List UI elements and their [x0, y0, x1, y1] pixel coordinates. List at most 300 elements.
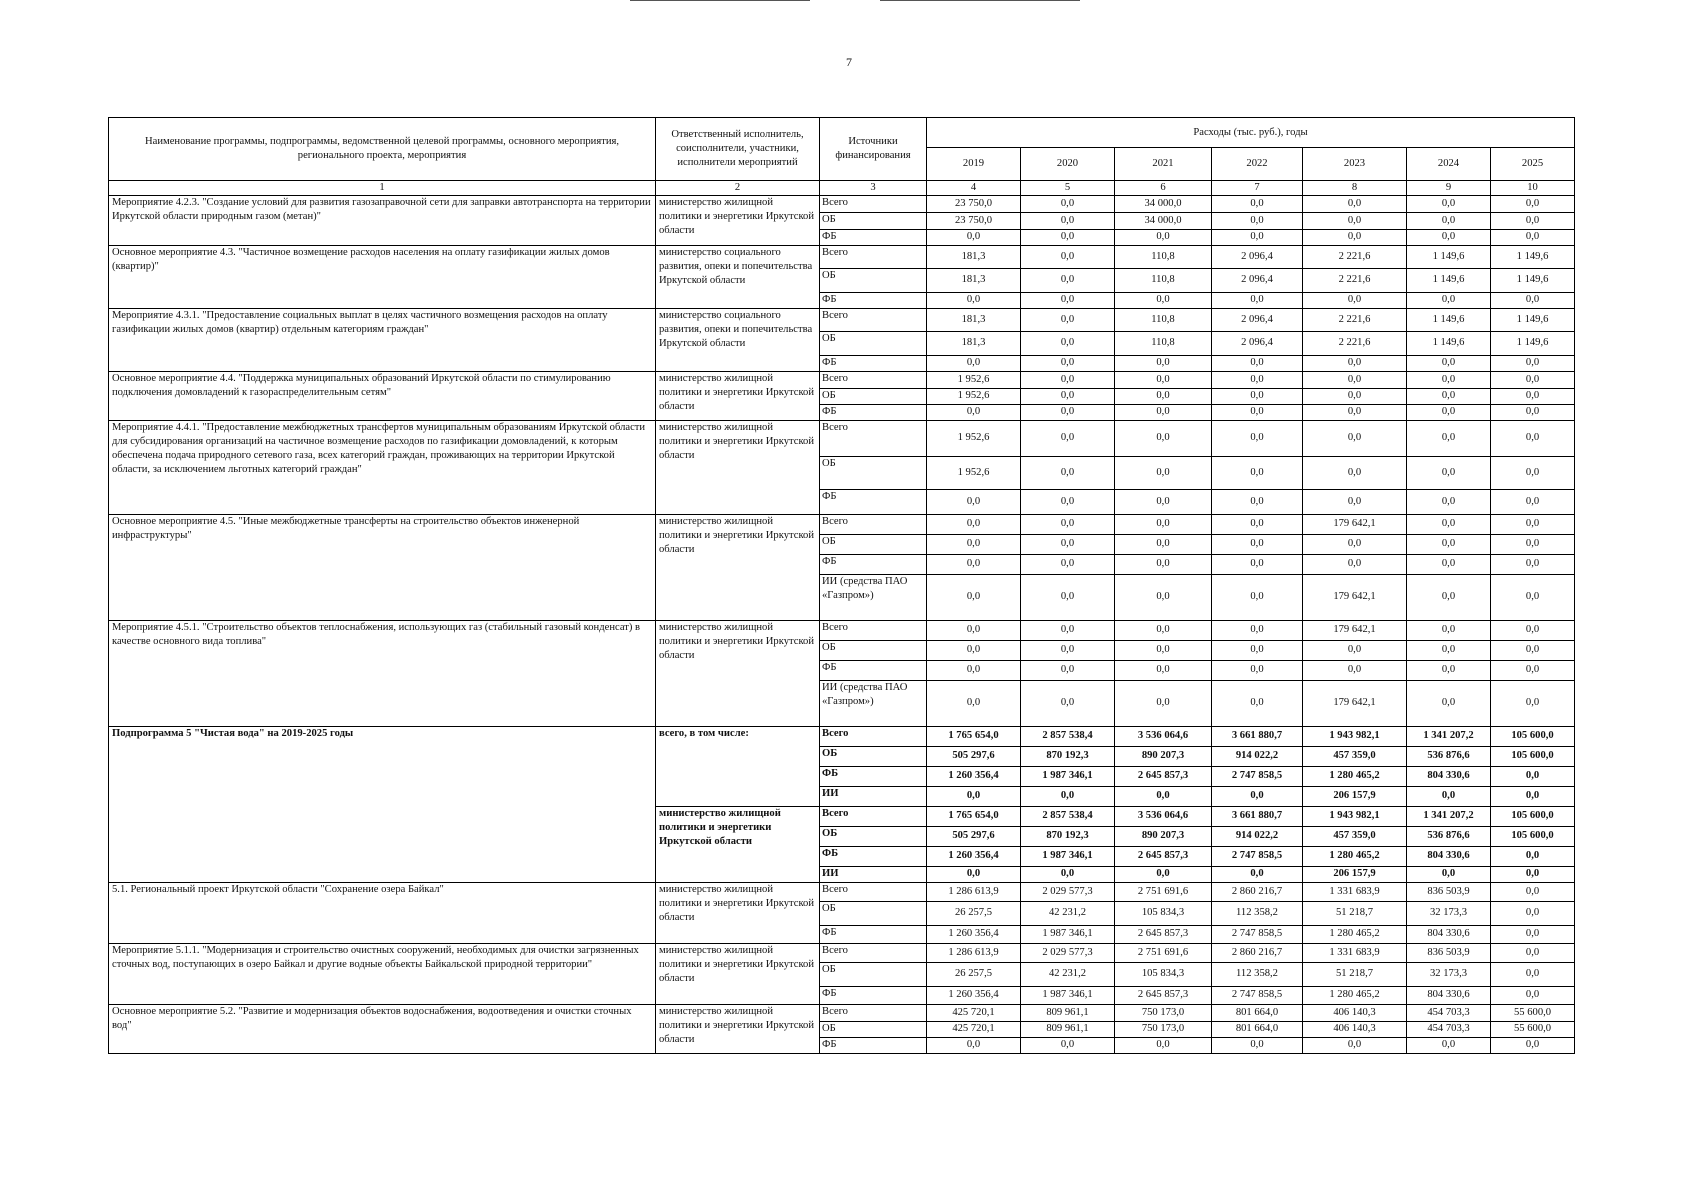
value-cell: 2 096,4 [1212, 268, 1303, 292]
value-cell: 804 330,6 [1407, 766, 1491, 786]
value-cell: 42 231,2 [1021, 901, 1115, 925]
value-cell: 0,0 [1407, 355, 1491, 371]
value-cell: 0,0 [1491, 195, 1575, 212]
value-cell: 1 952,6 [927, 388, 1021, 404]
value-cell: 0,0 [927, 534, 1021, 554]
value-cell: 0,0 [1491, 866, 1575, 882]
measure-name: Мероприятие 5.1.1. "Модернизация и строительство очистных сооружений, необходимых для очистки загрязненных сточных вод, поступающих в озеро Байкал и другие водные объекты Байкальской природной территории" [109, 943, 656, 1004]
value-cell: 454 703,3 [1407, 1004, 1491, 1021]
value-cell: 0,0 [1491, 846, 1575, 866]
value-cell: 26 257,5 [927, 962, 1021, 986]
value-cell: 0,0 [1407, 574, 1491, 620]
value-cell: 105 600,0 [1491, 726, 1575, 746]
value-cell: 42 231,2 [1021, 962, 1115, 986]
value-cell: 0,0 [1407, 554, 1491, 574]
value-cell: 0,0 [1303, 660, 1407, 680]
value-cell: 0,0 [1115, 660, 1212, 680]
value-cell: 0,0 [1303, 292, 1407, 308]
value-cell: 505 297,6 [927, 826, 1021, 846]
value-cell: 0,0 [1212, 620, 1303, 640]
measure-name: Основное мероприятие 4.3. "Частичное возмещение расходов населения на оплату газификации жилых домов (квартир)" [109, 245, 656, 308]
executor-cell: министерство жилищной политики и энергетики Иркутской области [656, 420, 820, 514]
column-number: 7 [1212, 181, 1303, 196]
value-cell: 1 149,6 [1407, 268, 1491, 292]
source-cell: Всего [820, 371, 927, 388]
value-cell: 1 943 982,1 [1303, 806, 1407, 826]
value-cell: 0,0 [1212, 456, 1303, 489]
executor-cell: министерство социального развития, опеки и попечительства Иркутской области [656, 308, 820, 371]
value-cell: 206 157,9 [1303, 786, 1407, 806]
source-cell: ОБ [820, 640, 927, 660]
value-cell: 0,0 [1303, 554, 1407, 574]
value-cell: 425 720,1 [927, 1004, 1021, 1021]
value-cell: 0,0 [1212, 574, 1303, 620]
value-cell: 809 961,1 [1021, 1004, 1115, 1021]
value-cell: 0,0 [1407, 456, 1491, 489]
source-cell: Всего [820, 1004, 927, 1021]
source-cell: ФБ [820, 846, 927, 866]
value-cell: 0,0 [1212, 680, 1303, 726]
value-cell: 0,0 [1407, 388, 1491, 404]
value-cell: 836 503,9 [1407, 943, 1491, 962]
value-cell: 32 173,3 [1407, 962, 1491, 986]
value-cell: 0,0 [1115, 1037, 1212, 1053]
value-cell: 914 022,2 [1212, 746, 1303, 766]
value-cell: 34 000,0 [1115, 195, 1212, 212]
measure-name: Основное мероприятие 5.2. "Развитие и модернизация объектов водоснабжения, водоотведения и очистки сточных вод" [109, 1004, 656, 1053]
source-cell: ФБ [820, 660, 927, 680]
value-cell: 3 661 880,7 [1212, 806, 1303, 826]
source-cell: ФБ [820, 292, 927, 308]
value-cell: 1 260 356,4 [927, 766, 1021, 786]
value-cell: 0,0 [1021, 195, 1115, 212]
value-cell: 0,0 [1021, 268, 1115, 292]
value-cell: 0,0 [927, 554, 1021, 574]
header-year: 2023 [1303, 148, 1407, 181]
value-cell: 0,0 [927, 514, 1021, 534]
value-cell: 0,0 [1212, 660, 1303, 680]
value-cell: 454 703,3 [1407, 1021, 1491, 1037]
value-cell: 2 645 857,3 [1115, 766, 1212, 786]
value-cell: 0,0 [1407, 489, 1491, 514]
value-cell: 0,0 [1021, 229, 1115, 245]
value-cell: 2 645 857,3 [1115, 986, 1212, 1004]
value-cell: 870 192,3 [1021, 826, 1115, 846]
value-cell: 0,0 [1212, 554, 1303, 574]
value-cell: 0,0 [1491, 986, 1575, 1004]
value-cell: 0,0 [1407, 1037, 1491, 1053]
value-cell: 0,0 [1115, 574, 1212, 620]
value-cell: 1 280 465,2 [1303, 766, 1407, 786]
value-cell: 2 747 858,5 [1212, 846, 1303, 866]
value-cell: 0,0 [1491, 640, 1575, 660]
value-cell: 0,0 [1303, 371, 1407, 388]
value-cell: 1 149,6 [1491, 331, 1575, 355]
executor-cell: министерство социального развития, опеки и попечительства Иркутской области [656, 245, 820, 308]
value-cell: 804 330,6 [1407, 986, 1491, 1004]
executor-cell: министерство жилищной политики и энергетики Иркутской области [656, 1004, 820, 1053]
value-cell: 1 765 654,0 [927, 806, 1021, 826]
header-year: 2020 [1021, 148, 1115, 181]
source-cell: ОБ [820, 746, 927, 766]
value-cell: 0,0 [1491, 404, 1575, 420]
value-cell: 0,0 [927, 229, 1021, 245]
value-cell: 0,0 [1491, 574, 1575, 620]
value-cell: 1 286 613,9 [927, 882, 1021, 901]
value-cell: 206 157,9 [1303, 866, 1407, 882]
value-cell: 0,0 [1407, 866, 1491, 882]
source-cell: ОБ [820, 456, 927, 489]
column-number-row [109, 181, 1575, 196]
value-cell: 0,0 [1303, 195, 1407, 212]
measure-name: Основное мероприятие 4.5. "Иные межбюджетные трансферты на строительство объектов инженерной инфраструктуры" [109, 514, 656, 620]
value-cell: 0,0 [1115, 456, 1212, 489]
value-cell: 0,0 [1491, 292, 1575, 308]
page-number: 7 [846, 55, 852, 69]
value-cell: 181,3 [927, 308, 1021, 331]
value-cell: 0,0 [1407, 786, 1491, 806]
value-cell: 2 221,6 [1303, 308, 1407, 331]
value-cell: 0,0 [1407, 212, 1491, 229]
value-cell: 0,0 [927, 574, 1021, 620]
source-cell: Всего [820, 620, 927, 640]
value-cell: 0,0 [1115, 292, 1212, 308]
source-cell: Всего [820, 420, 927, 456]
value-cell: 2 860 216,7 [1212, 882, 1303, 901]
value-cell: 0,0 [1491, 680, 1575, 726]
value-cell: 179 642,1 [1303, 620, 1407, 640]
source-cell: Всего [820, 726, 927, 746]
executor-cell: министерство жилищной политики и энергетики Иркутской области [656, 620, 820, 726]
value-cell: 0,0 [1021, 866, 1115, 882]
value-cell: 181,3 [927, 331, 1021, 355]
value-cell: 0,0 [1491, 943, 1575, 962]
value-cell: 105 600,0 [1491, 746, 1575, 766]
value-cell: 425 720,1 [927, 1021, 1021, 1037]
value-cell: 0,0 [1407, 640, 1491, 660]
value-cell: 0,0 [1115, 404, 1212, 420]
value-cell: 0,0 [1021, 640, 1115, 660]
table-row [109, 245, 1575, 268]
value-cell: 457 359,0 [1303, 826, 1407, 846]
value-cell: 0,0 [1115, 514, 1212, 534]
value-cell: 2 221,6 [1303, 268, 1407, 292]
value-cell: 0,0 [1212, 420, 1303, 456]
value-cell: 0,0 [1115, 489, 1212, 514]
measure-name: 5.1. Региональный проект Иркутской области "Сохранение озера Байкал" [109, 882, 656, 943]
source-cell: ИИ (средства ПАО «Газпром») [820, 680, 927, 726]
value-cell: 0,0 [927, 292, 1021, 308]
value-cell: 51 218,7 [1303, 962, 1407, 986]
value-cell: 110,8 [1115, 331, 1212, 355]
table-row [109, 514, 1575, 534]
value-cell: 0,0 [1115, 355, 1212, 371]
value-cell: 0,0 [1407, 514, 1491, 534]
value-cell: 0,0 [1212, 866, 1303, 882]
value-cell: 804 330,6 [1407, 925, 1491, 943]
source-cell: Всего [820, 195, 927, 212]
header-year: 2024 [1407, 148, 1491, 181]
header-executor: Ответственный исполнитель, соисполнители, участники, исполнители мероприятий [656, 118, 820, 181]
value-cell: 1 987 346,1 [1021, 766, 1115, 786]
value-cell: 1 260 356,4 [927, 986, 1021, 1004]
value-cell: 0,0 [1212, 388, 1303, 404]
value-cell: 0,0 [1491, 620, 1575, 640]
value-cell: 0,0 [1021, 786, 1115, 806]
value-cell: 0,0 [927, 489, 1021, 514]
value-cell: 0,0 [1407, 371, 1491, 388]
value-cell: 1 765 654,0 [927, 726, 1021, 746]
source-cell: Всего [820, 882, 927, 901]
value-cell: 750 173,0 [1115, 1004, 1212, 1021]
source-cell: ИИ (средства ПАО «Газпром») [820, 574, 927, 620]
executor-cell: министерство жилищной политики и энергетики Иркутской области [656, 806, 820, 882]
column-number: 4 [927, 181, 1021, 196]
value-cell: 2 096,4 [1212, 308, 1303, 331]
value-cell: 0,0 [1021, 680, 1115, 726]
measure-name: Подпрограмма 5 "Чистая вода" на 2019-2025 годы [109, 726, 656, 882]
value-cell: 0,0 [1021, 292, 1115, 308]
value-cell: 179 642,1 [1303, 514, 1407, 534]
value-cell: 0,0 [1212, 489, 1303, 514]
value-cell: 0,0 [1021, 388, 1115, 404]
executor-cell: министерство жилищной политики и энергетики Иркутской области [656, 882, 820, 943]
value-cell: 2 747 858,5 [1212, 766, 1303, 786]
value-cell: 1 952,6 [927, 456, 1021, 489]
source-cell: ИИ [820, 786, 927, 806]
value-cell: 110,8 [1115, 308, 1212, 331]
header-source: Источники финансирования [820, 118, 927, 181]
value-cell: 0,0 [1303, 212, 1407, 229]
table-row [109, 882, 1575, 901]
value-cell: 0,0 [1212, 514, 1303, 534]
value-cell: 55 600,0 [1491, 1004, 1575, 1021]
value-cell: 3 536 064,6 [1115, 806, 1212, 826]
source-cell: ФБ [820, 229, 927, 245]
value-cell: 2 221,6 [1303, 245, 1407, 268]
value-cell: 0,0 [1491, 554, 1575, 574]
value-cell: 1 149,6 [1407, 308, 1491, 331]
value-cell: 0,0 [1115, 640, 1212, 660]
value-cell: 2 645 857,3 [1115, 925, 1212, 943]
value-cell: 0,0 [1491, 901, 1575, 925]
value-cell: 1 341 207,2 [1407, 806, 1491, 826]
value-cell: 0,0 [1212, 404, 1303, 420]
value-cell: 0,0 [1491, 925, 1575, 943]
value-cell: 1 149,6 [1491, 308, 1575, 331]
value-cell: 0,0 [1491, 355, 1575, 371]
scan-line-right [880, 0, 1080, 1]
value-cell: 1 286 613,9 [927, 943, 1021, 962]
value-cell: 0,0 [1115, 866, 1212, 882]
value-cell: 2 029 577,3 [1021, 882, 1115, 901]
value-cell: 2 029 577,3 [1021, 943, 1115, 962]
value-cell: 55 600,0 [1491, 1021, 1575, 1037]
value-cell: 2 857 538,4 [1021, 806, 1115, 826]
value-cell: 0,0 [1021, 331, 1115, 355]
source-cell: Всего [820, 514, 927, 534]
value-cell: 0,0 [1491, 1037, 1575, 1053]
value-cell: 112 358,2 [1212, 962, 1303, 986]
column-number: 6 [1115, 181, 1212, 196]
value-cell: 0,0 [1115, 680, 1212, 726]
header-year: 2019 [927, 148, 1021, 181]
source-cell: ФБ [820, 355, 927, 371]
value-cell: 2 857 538,4 [1021, 726, 1115, 746]
value-cell: 1 952,6 [927, 371, 1021, 388]
value-cell: 1 987 346,1 [1021, 925, 1115, 943]
value-cell: 2 747 858,5 [1212, 925, 1303, 943]
source-cell: ФБ [820, 404, 927, 420]
value-cell: 0,0 [1303, 404, 1407, 420]
value-cell: 890 207,3 [1115, 826, 1212, 846]
value-cell: 0,0 [1491, 229, 1575, 245]
source-cell: ФБ [820, 554, 927, 574]
source-cell: ИИ [820, 866, 927, 882]
value-cell: 1 149,6 [1407, 331, 1491, 355]
source-cell: Всего [820, 943, 927, 962]
value-cell: 0,0 [927, 620, 1021, 640]
value-cell: 179 642,1 [1303, 574, 1407, 620]
measure-name: Мероприятие 4.4.1. "Предоставление межбюджетных трансфертов муниципальным образованиям Иркутской области для субсидирования организаций на частичное возмещение расходов по газификации домовладений, к которым обеспечена подача природного сетевого газа, всех категорий граждан, проживающих на территории Иркутской области, за исключением льготных категорий граждан" [109, 420, 656, 514]
column-number: 5 [1021, 181, 1115, 196]
value-cell: 804 330,6 [1407, 846, 1491, 866]
value-cell: 0,0 [1303, 388, 1407, 404]
value-cell: 181,3 [927, 245, 1021, 268]
value-cell: 0,0 [1491, 456, 1575, 489]
value-cell: 112 358,2 [1212, 901, 1303, 925]
value-cell: 2 645 857,3 [1115, 846, 1212, 866]
value-cell: 1 260 356,4 [927, 925, 1021, 943]
value-cell: 0,0 [1212, 371, 1303, 388]
value-cell: 2 751 691,6 [1115, 943, 1212, 962]
source-cell: ФБ [820, 925, 927, 943]
column-number: 10 [1491, 181, 1575, 196]
executor-cell: всего, в том числе: [656, 726, 820, 806]
value-cell: 0,0 [1491, 882, 1575, 901]
value-cell: 0,0 [1115, 620, 1212, 640]
value-cell: 0,0 [1212, 229, 1303, 245]
value-cell: 0,0 [1407, 660, 1491, 680]
value-cell: 0,0 [1212, 292, 1303, 308]
value-cell: 0,0 [1115, 388, 1212, 404]
table-row [109, 371, 1575, 388]
source-cell: ОБ [820, 534, 927, 554]
table-row [109, 943, 1575, 962]
value-cell: 2 221,6 [1303, 331, 1407, 355]
value-cell: 406 140,3 [1303, 1004, 1407, 1021]
value-cell: 801 664,0 [1212, 1021, 1303, 1037]
header-year: 2022 [1212, 148, 1303, 181]
budget-table [108, 117, 1575, 1054]
value-cell: 0,0 [1303, 640, 1407, 660]
table-row [109, 1004, 1575, 1021]
value-cell: 0,0 [1021, 1037, 1115, 1053]
value-cell: 0,0 [1407, 229, 1491, 245]
value-cell: 836 503,9 [1407, 882, 1491, 901]
value-cell: 26 257,5 [927, 901, 1021, 925]
value-cell: 51 218,7 [1303, 901, 1407, 925]
value-cell: 110,8 [1115, 245, 1212, 268]
value-cell: 870 192,3 [1021, 746, 1115, 766]
value-cell: 0,0 [1115, 420, 1212, 456]
executor-cell: министерство жилищной политики и энергетики Иркутской области [656, 371, 820, 420]
value-cell: 2 860 216,7 [1212, 943, 1303, 962]
value-cell: 0,0 [1021, 534, 1115, 554]
header-year: 2025 [1491, 148, 1575, 181]
value-cell: 0,0 [1115, 534, 1212, 554]
value-cell: 105 600,0 [1491, 806, 1575, 826]
source-cell: ОБ [820, 1021, 927, 1037]
value-cell: 0,0 [1021, 514, 1115, 534]
value-cell: 34 000,0 [1115, 212, 1212, 229]
source-cell: ФБ [820, 766, 927, 786]
measure-name: Мероприятие 4.3.1. "Предоставление социальных выплат в целях частичного возмещения расходов на оплату газификации жилых домов (квартир) отдельным категориям граждан" [109, 308, 656, 371]
value-cell: 0,0 [1491, 514, 1575, 534]
value-cell: 0,0 [1021, 420, 1115, 456]
value-cell: 0,0 [1303, 229, 1407, 245]
source-cell: ОБ [820, 826, 927, 846]
value-cell: 0,0 [1021, 554, 1115, 574]
value-cell: 0,0 [927, 680, 1021, 726]
value-cell: 0,0 [927, 660, 1021, 680]
value-cell: 3 536 064,6 [1115, 726, 1212, 746]
value-cell: 0,0 [1407, 534, 1491, 554]
scan-line-left [630, 0, 810, 1]
value-cell: 750 173,0 [1115, 1021, 1212, 1037]
header-year: 2021 [1115, 148, 1212, 181]
executor-cell: министерство жилищной политики и энергетики Иркутской области [656, 195, 820, 245]
value-cell: 0,0 [1021, 212, 1115, 229]
value-cell: 0,0 [927, 640, 1021, 660]
source-cell: ОБ [820, 901, 927, 925]
value-cell: 0,0 [1303, 420, 1407, 456]
table-row [109, 308, 1575, 331]
value-cell: 914 022,2 [1212, 826, 1303, 846]
value-cell: 0,0 [1491, 371, 1575, 388]
value-cell: 0,0 [1491, 420, 1575, 456]
table-row [109, 195, 1575, 212]
value-cell: 0,0 [1212, 534, 1303, 554]
value-cell: 0,0 [927, 1037, 1021, 1053]
value-cell: 0,0 [927, 404, 1021, 420]
table-row [109, 420, 1575, 456]
value-cell: 0,0 [1021, 489, 1115, 514]
value-cell: 890 207,3 [1115, 746, 1212, 766]
value-cell: 0,0 [1303, 1037, 1407, 1053]
value-cell: 809 961,1 [1021, 1021, 1115, 1037]
value-cell: 0,0 [1212, 355, 1303, 371]
value-cell: 0,0 [1407, 620, 1491, 640]
value-cell: 536 876,6 [1407, 746, 1491, 766]
value-cell: 0,0 [1407, 195, 1491, 212]
value-cell: 0,0 [1407, 420, 1491, 456]
value-cell: 0,0 [1115, 371, 1212, 388]
header-name: Наименование программы, подпрограммы, ведомственной целевой программы, основного мероприятия, регионального проекта, мероприятия [109, 118, 656, 181]
value-cell: 0,0 [1303, 534, 1407, 554]
source-cell: ОБ [820, 962, 927, 986]
table-row [109, 620, 1575, 640]
value-cell: 181,3 [927, 268, 1021, 292]
value-cell: 2 096,4 [1212, 331, 1303, 355]
source-cell: Всего [820, 245, 927, 268]
table-row [109, 726, 1575, 746]
value-cell: 0,0 [927, 786, 1021, 806]
value-cell: 0,0 [1303, 456, 1407, 489]
value-cell: 1 987 346,1 [1021, 846, 1115, 866]
value-cell: 1 987 346,1 [1021, 986, 1115, 1004]
value-cell: 23 750,0 [927, 195, 1021, 212]
